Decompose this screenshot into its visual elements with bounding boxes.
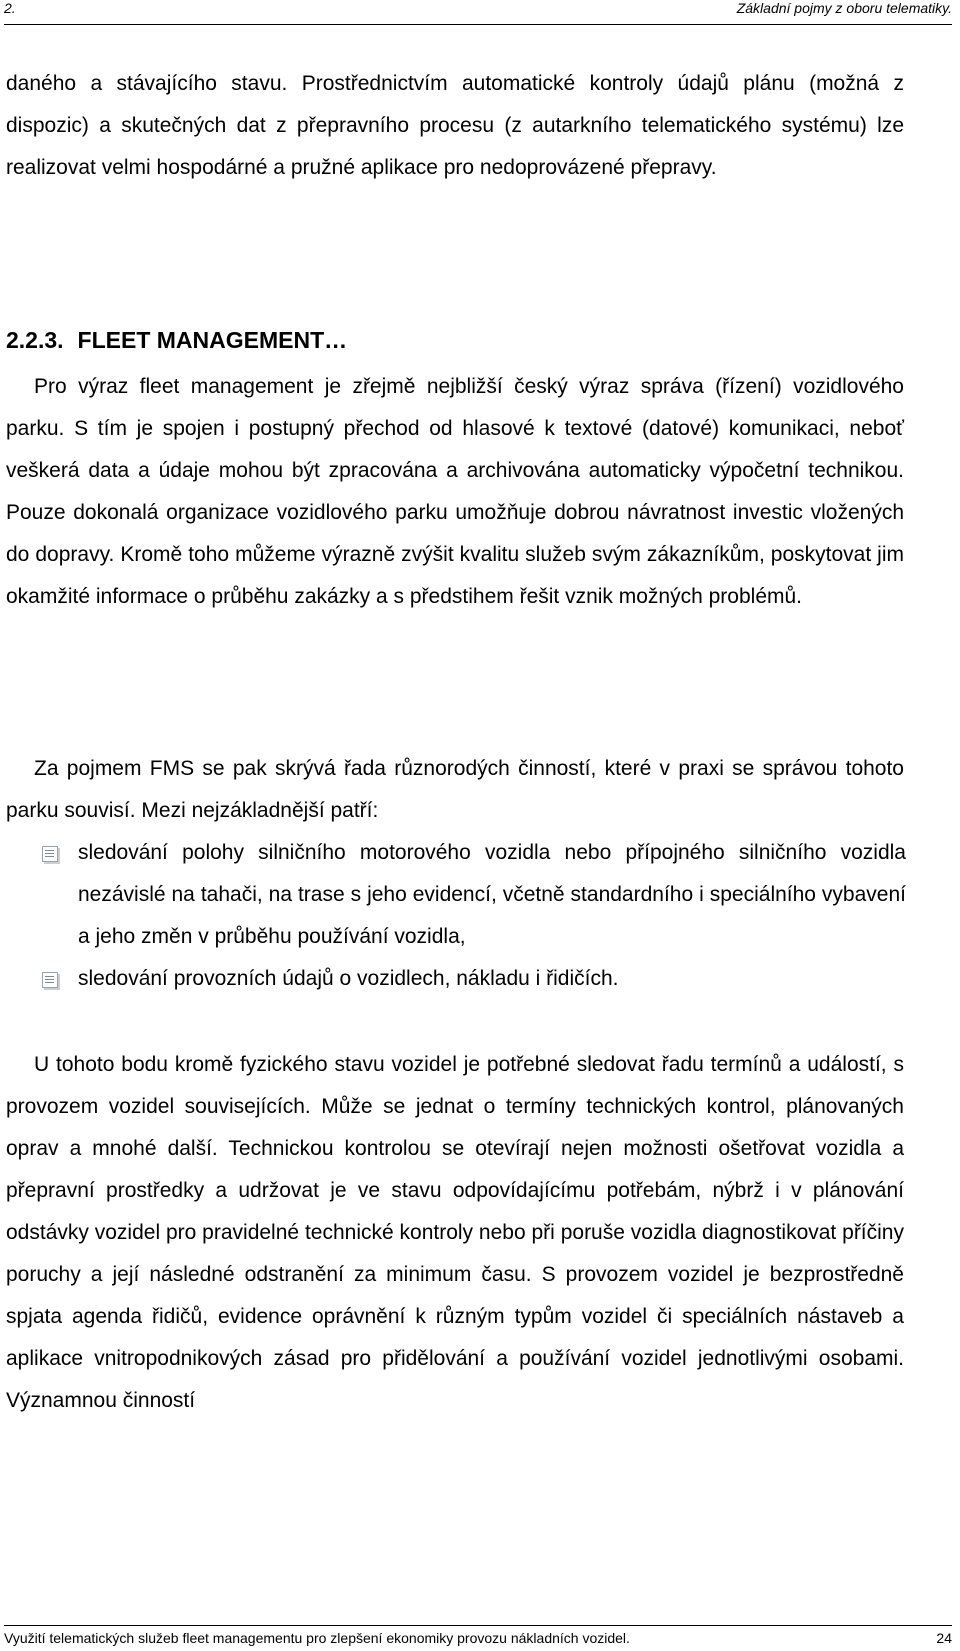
footer-thesis-title: Využití telematických služeb fleet managementu pro zlepšení ekonomiky provozu nákladních vozidel. (4, 1630, 630, 1646)
page-number: 24 (936, 1630, 952, 1646)
activity-list (40, 832, 906, 1000)
list-item (40, 958, 906, 1000)
list-item (40, 832, 906, 958)
footer-divider (4, 1625, 952, 1626)
section-number: 2.2.3. (6, 327, 64, 353)
paragraph-vehicle-terms: U tohoto bodu kromě fyzického stavu vozidel je potřebné sledovat řadu termínů a událostí, s provozem vozidel souvisejících. Může se jednat o termíny technických kontrol, plánovaných oprav a mnohé další. Technickou kontrolou se otevírají nejen možnosti ošetřovat vozidla a přepravní prostředky a udržovat je ve stavu odpovídajícímu potřebám, nýbrž i v plánování odstávky vozidel pro pravidelné technické kontroly nebo při poruše vozidla diagnostikovat příčiny poruchy a její následné odstranění za minimum času. S provozem vozidel je bezprostředně spjata agenda řidičů, evidence oprávnění k různým typům vozidel či speciálních nástaveb a aplikace vnitropodnikových zásad pro přidělování a používání vozidel jednotlivými osobami. Významnou činností (6, 1053, 904, 1412)
section-heading (6, 322, 347, 358)
list-item-text: sledování polohy silničního motorového vozidla nebo přípojného silničního vozidla nezávislé na tahači, na trase s jeho evidencí, včetně standardního i speciálního vybavení a jeho změn v průběhu používání vozidla, (78, 841, 906, 948)
header-chapter-number: 2. (4, 0, 16, 16)
list-item-text: sledování provozních údajů o vozidlech, nákladu i řidičích. (78, 967, 619, 990)
paragraph-intro: daného a stávajícího stavu. Prostřednictvím automatické kontroly údajů plánu (možná z dispozic) a skutečných dat z přepravního procesu (z autarkního telematického systému) lze realizovat velmi hospodárné a pružné aplikace pro nedoprovázené přepravy. (6, 72, 904, 179)
document-bullet-icon (40, 970, 60, 988)
paragraph-fleet-management: Pro výraz fleet management je zřejmě nejbližší český výraz správa (řízení) vozidlového parku. S tím je spojen i postupný přechod od hlasové k textové (datové) komunikaci, neboť veškerá data a údaje mohou být zpracována a archivována automaticky výpočetní technikou. Pouze dokonalá organizace vozidlového parku umožňuje dobrou návratnost investic vložených do dopravy. Kromě toho můžeme výrazně zvýšit kvalitu služeb svým zákazníkům, poskytovat jim okamžité informace o průběhu zakázky a s předstihem řešit vznik možných problémů. (6, 375, 904, 608)
page-header (4, 0, 952, 22)
section-title: FLEET MANAGEMENT… (77, 327, 348, 353)
header-chapter-title: Základní pojmy z oboru telematiky. (736, 0, 952, 16)
paragraph-fms-intro: Za pojmem FMS se pak skrývá řada různorodých činností, které v praxi se správou tohoto parku souvisí. Mezi nejzákladnější patří: (6, 757, 904, 822)
document-bullet-icon (40, 844, 60, 862)
header-divider (4, 24, 952, 25)
